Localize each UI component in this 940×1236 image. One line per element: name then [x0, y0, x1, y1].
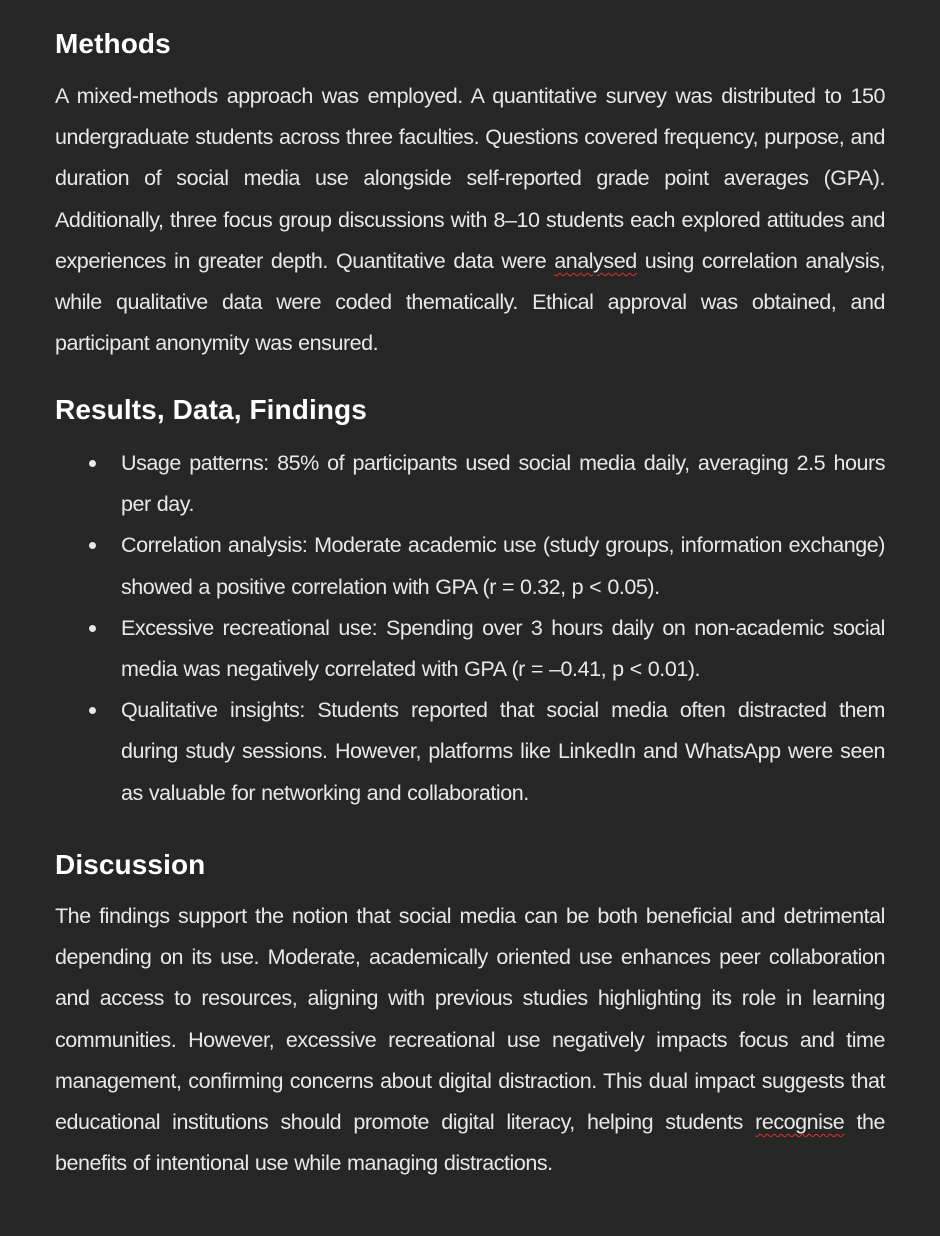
- list-item[interactable]: [55, 525, 885, 607]
- list-item[interactable]: [55, 443, 885, 525]
- bullet-icon: [89, 460, 96, 467]
- discussion-text-part1: The findings support the notion that social media can be both beneficial and detrimental depending on its use. Moderate, academically oriented use enhances peer collaboration and access to resources, aligning with previous studies highlighting its role in learning communities. However, excessive recreational use negatively impacts focus and time management, confirming concerns about digital distraction. This dual impact suggests that educational institutions should promote digital literacy, helping students: [55, 904, 885, 1135]
- bullet-icon: [89, 542, 96, 549]
- spelling-flagged-word[interactable]: analysed: [554, 248, 637, 273]
- list-item-text: Usage patterns: 85% of participants used social media daily, averaging 2.5 hours per day.: [121, 451, 885, 517]
- discussion-heading: Discussion: [55, 849, 206, 880]
- bullet-icon: [89, 625, 96, 632]
- list-item[interactable]: [55, 690, 885, 814]
- list-item-text: Correlation analysis: Moderate academic use (study groups, information exchange) showed a positive correlation with GPA (r = 0.32, p < 0.05).: [121, 533, 885, 599]
- methods-paragraph[interactable]: [55, 76, 885, 364]
- methods-text-part2: using correlation analysis, while qualitative data were coded thematically. Ethical approval was obtained, and participant anonymity was ensured.: [55, 248, 885, 356]
- findings-list: [55, 443, 885, 814]
- discussion-text-part2: the benefits of intentional use while managing distractions.: [55, 1110, 886, 1176]
- spelling-flagged-word[interactable]: recognise: [755, 1110, 845, 1135]
- list-item-text: Excessive recreational use: Spending over 3 hours daily on non-academic social media was negatively correlated with GPA (r = –0.41, p < 0.01).: [121, 615, 885, 682]
- results-heading: Results, Data, Findings: [55, 394, 367, 425]
- list-item[interactable]: [55, 608, 885, 690]
- methods-heading: Methods: [55, 28, 171, 59]
- methods-text-part1: A mixed-methods approach was employed. A quantitative survey was distributed to 150 undergraduate students across three faculties. Questions covered frequency, purpose, and duration of social media use alongside self-reported grade point averages (GPA). Additionally, three focus group discussions with 8–10 students each explored attitudes and experiences in greater depth. Quantitative data were: [55, 84, 885, 273]
- discussion-paragraph[interactable]: [55, 896, 885, 1184]
- bullet-icon: [89, 707, 96, 714]
- list-item-text: Qualitative insights: Students reported that social media often distracted them during study sessions. However, platforms like LinkedIn and WhatsApp were seen as valuable for networking and collaboration.: [121, 698, 885, 805]
